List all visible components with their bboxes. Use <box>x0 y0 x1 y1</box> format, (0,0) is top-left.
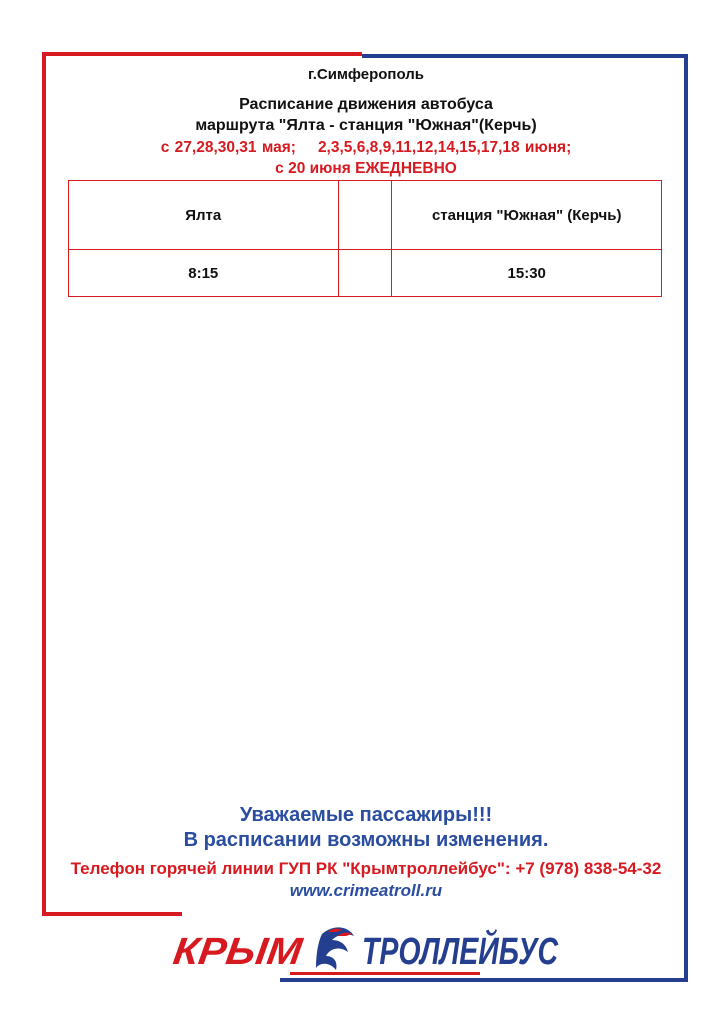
table-row <box>69 250 662 297</box>
departure-kerch: 15:30 <box>392 250 662 297</box>
website-link[interactable]: www.crimeatroll.ru <box>289 881 443 900</box>
bird-emblem <box>316 927 354 970</box>
schedule-title: Расписание движения автобуса <box>239 96 493 113</box>
krymtrolleybus-logo <box>170 920 624 984</box>
logo-underline-red <box>290 972 480 975</box>
dates-may: с 27,28,30,31 мая; <box>160 139 296 156</box>
logo-text-trolleybus: ТРОЛЛЕЙБУС <box>362 931 624 973</box>
frame-red-bottom <box>42 912 182 916</box>
route-title: маршрута "Ялта - станция "Южная"(Керчь) <box>195 117 537 134</box>
hotline-text: Телефон горячей линии ГУП РК "Крымтроллейбус": +7 (978) 838-54-32 <box>70 859 662 878</box>
dates-line <box>46 139 686 157</box>
column-header-middle <box>338 181 392 250</box>
notice-changes: В расписании возможны изменения. <box>183 829 549 851</box>
city-title: г.Симферополь <box>307 66 425 83</box>
frame-red-top <box>42 52 362 56</box>
middle-cell <box>338 250 392 297</box>
schedule-table <box>68 180 662 297</box>
frame-blue-top <box>362 54 688 58</box>
daily-line: с 20 июня ЕЖЕДНЕВНО <box>275 160 457 177</box>
dates-june: 2,3,5,6,8,9,11,12,14,15,17,18 июня; <box>317 139 572 156</box>
frame-red-left <box>42 52 46 916</box>
table-header-row <box>69 181 662 250</box>
logo-underline-blue <box>290 978 558 981</box>
logo-text-krym: КРЫМ <box>170 930 295 973</box>
column-header-yalta: Ялта <box>69 181 339 250</box>
departure-yalta: 8:15 <box>69 250 339 297</box>
notice-greeting: Уважаемые пассажиры!!! <box>239 804 493 826</box>
column-header-kerch: станция "Южная" (Керчь) <box>392 181 662 250</box>
